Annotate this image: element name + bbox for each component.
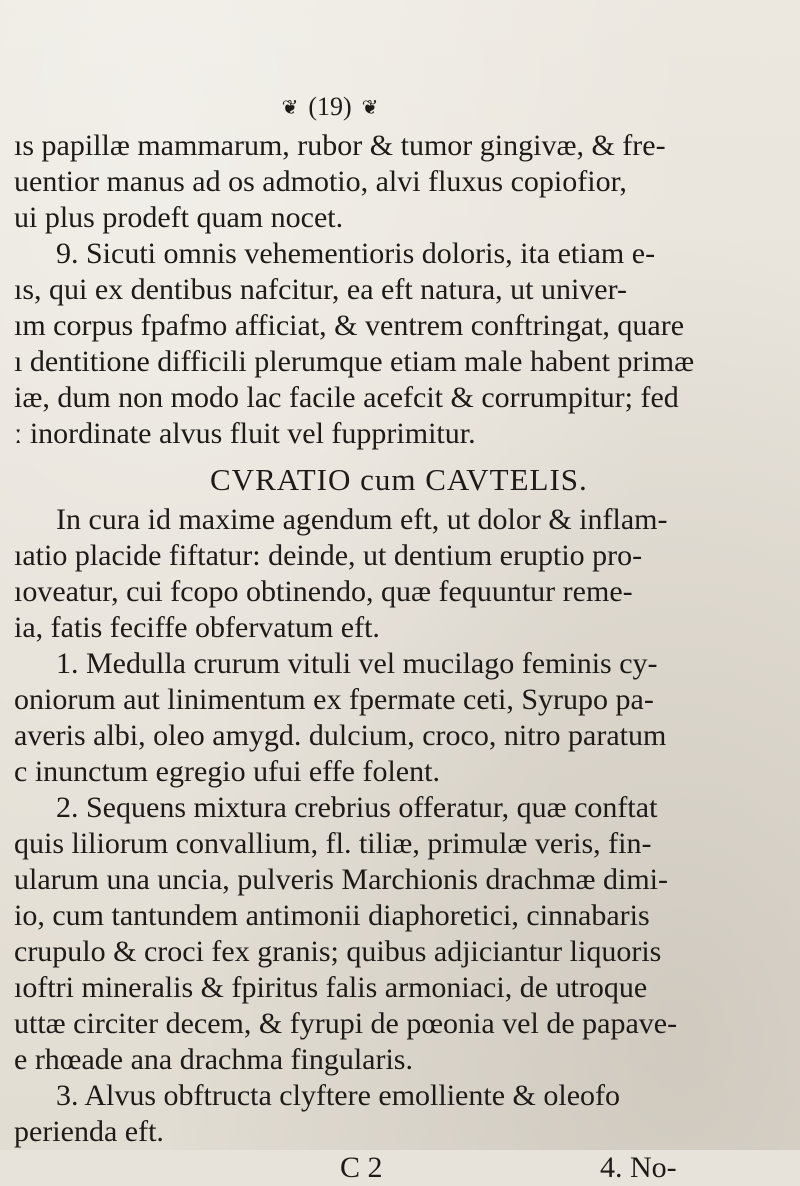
text-line: perienda eft. xyxy=(14,1115,164,1148)
text-line: 2. Sequens mixtura crebrius offeratur, quæ conftat xyxy=(56,791,658,824)
text-line: uentior manus ad os admotio, alvi fluxus copiofior, xyxy=(14,165,627,198)
text-line: ıoftri mineralis & fpiritus falis armoniaci, de utroque xyxy=(14,971,648,1004)
text-line: ıatio placide fiftatur: deinde, ut dentium eruptio pro- xyxy=(14,539,643,572)
fleuron-left-icon: ❦ xyxy=(281,96,299,119)
text-line: c inunctum egregio ufui effe folent. xyxy=(14,755,440,788)
text-line: 9. Sicuti omnis vehementioris doloris, ita etiam e- xyxy=(56,237,656,270)
text-line: ı dentitione difficili plerumque etiam male habent primæ xyxy=(14,345,695,378)
text-line: ıoveatur, cui fcopo obtinendo, quæ fequuntur reme- xyxy=(14,575,633,608)
text-line: e rhœade ana drachma fingularis. xyxy=(14,1043,413,1076)
signature-mark: C 2 xyxy=(340,1151,383,1184)
text-line: averis albi, oleo amygd. dulcium, croco, nitro paratum xyxy=(14,719,667,752)
text-line: ularum una uncia, pulveris Marchionis drachmæ dimi- xyxy=(14,863,669,896)
text-line: io, cum tantundem antimonii diaphoretici, cinnabaris xyxy=(14,899,650,932)
text-line: ia, fatis feciffe obfervatum eft. xyxy=(14,611,380,644)
catchword: 4. No- xyxy=(600,1151,677,1184)
text-line: 1. Medulla crurum vituli vel mucilago feminis cy- xyxy=(56,647,658,680)
fleuron-right-icon: ❦ xyxy=(361,96,379,119)
text-line: oniorum aut linimentum ex fpermate ceti, Syrupo pa- xyxy=(14,683,654,716)
text-line: ıs, qui ex dentibus nafcitur, ea eft natura, ut univer- xyxy=(14,273,627,306)
text-line: ui plus prodeft quam nocet. xyxy=(14,201,344,234)
text-line: ıs papillæ mammarum, rubor & tumor gingivæ, & fre- xyxy=(14,129,666,162)
text-line: crupulo & croci fex granis; quibus adjiciantur liquoris xyxy=(14,935,662,968)
text-line: ım corpus fpafmo afficiat, & ventrem conftringat, quare xyxy=(14,309,685,342)
page-number: (19) xyxy=(308,92,352,121)
text-line: 3. Alvus obftructa clyftere emolliente & oleofo xyxy=(56,1079,620,1112)
text-line: In cura id maxime agendum eft, ut dolor & inflam- xyxy=(56,503,668,536)
text-line: uttæ circiter decem, & fyrupi de pœonia vel de papave- xyxy=(14,1007,678,1040)
text-line: quis liliorum convallium, fl. tiliæ, primulæ veris, fin- xyxy=(14,827,652,860)
text-line: ː inordinate alvus fluit vel fupprimitur. xyxy=(14,417,476,450)
text-line: iæ, dum non modo lac facile acefcit & corrumpitur; fed xyxy=(14,381,679,414)
page-header xyxy=(230,92,430,122)
section-heading: CVRATIO cum CAVTELIS. xyxy=(210,462,588,497)
